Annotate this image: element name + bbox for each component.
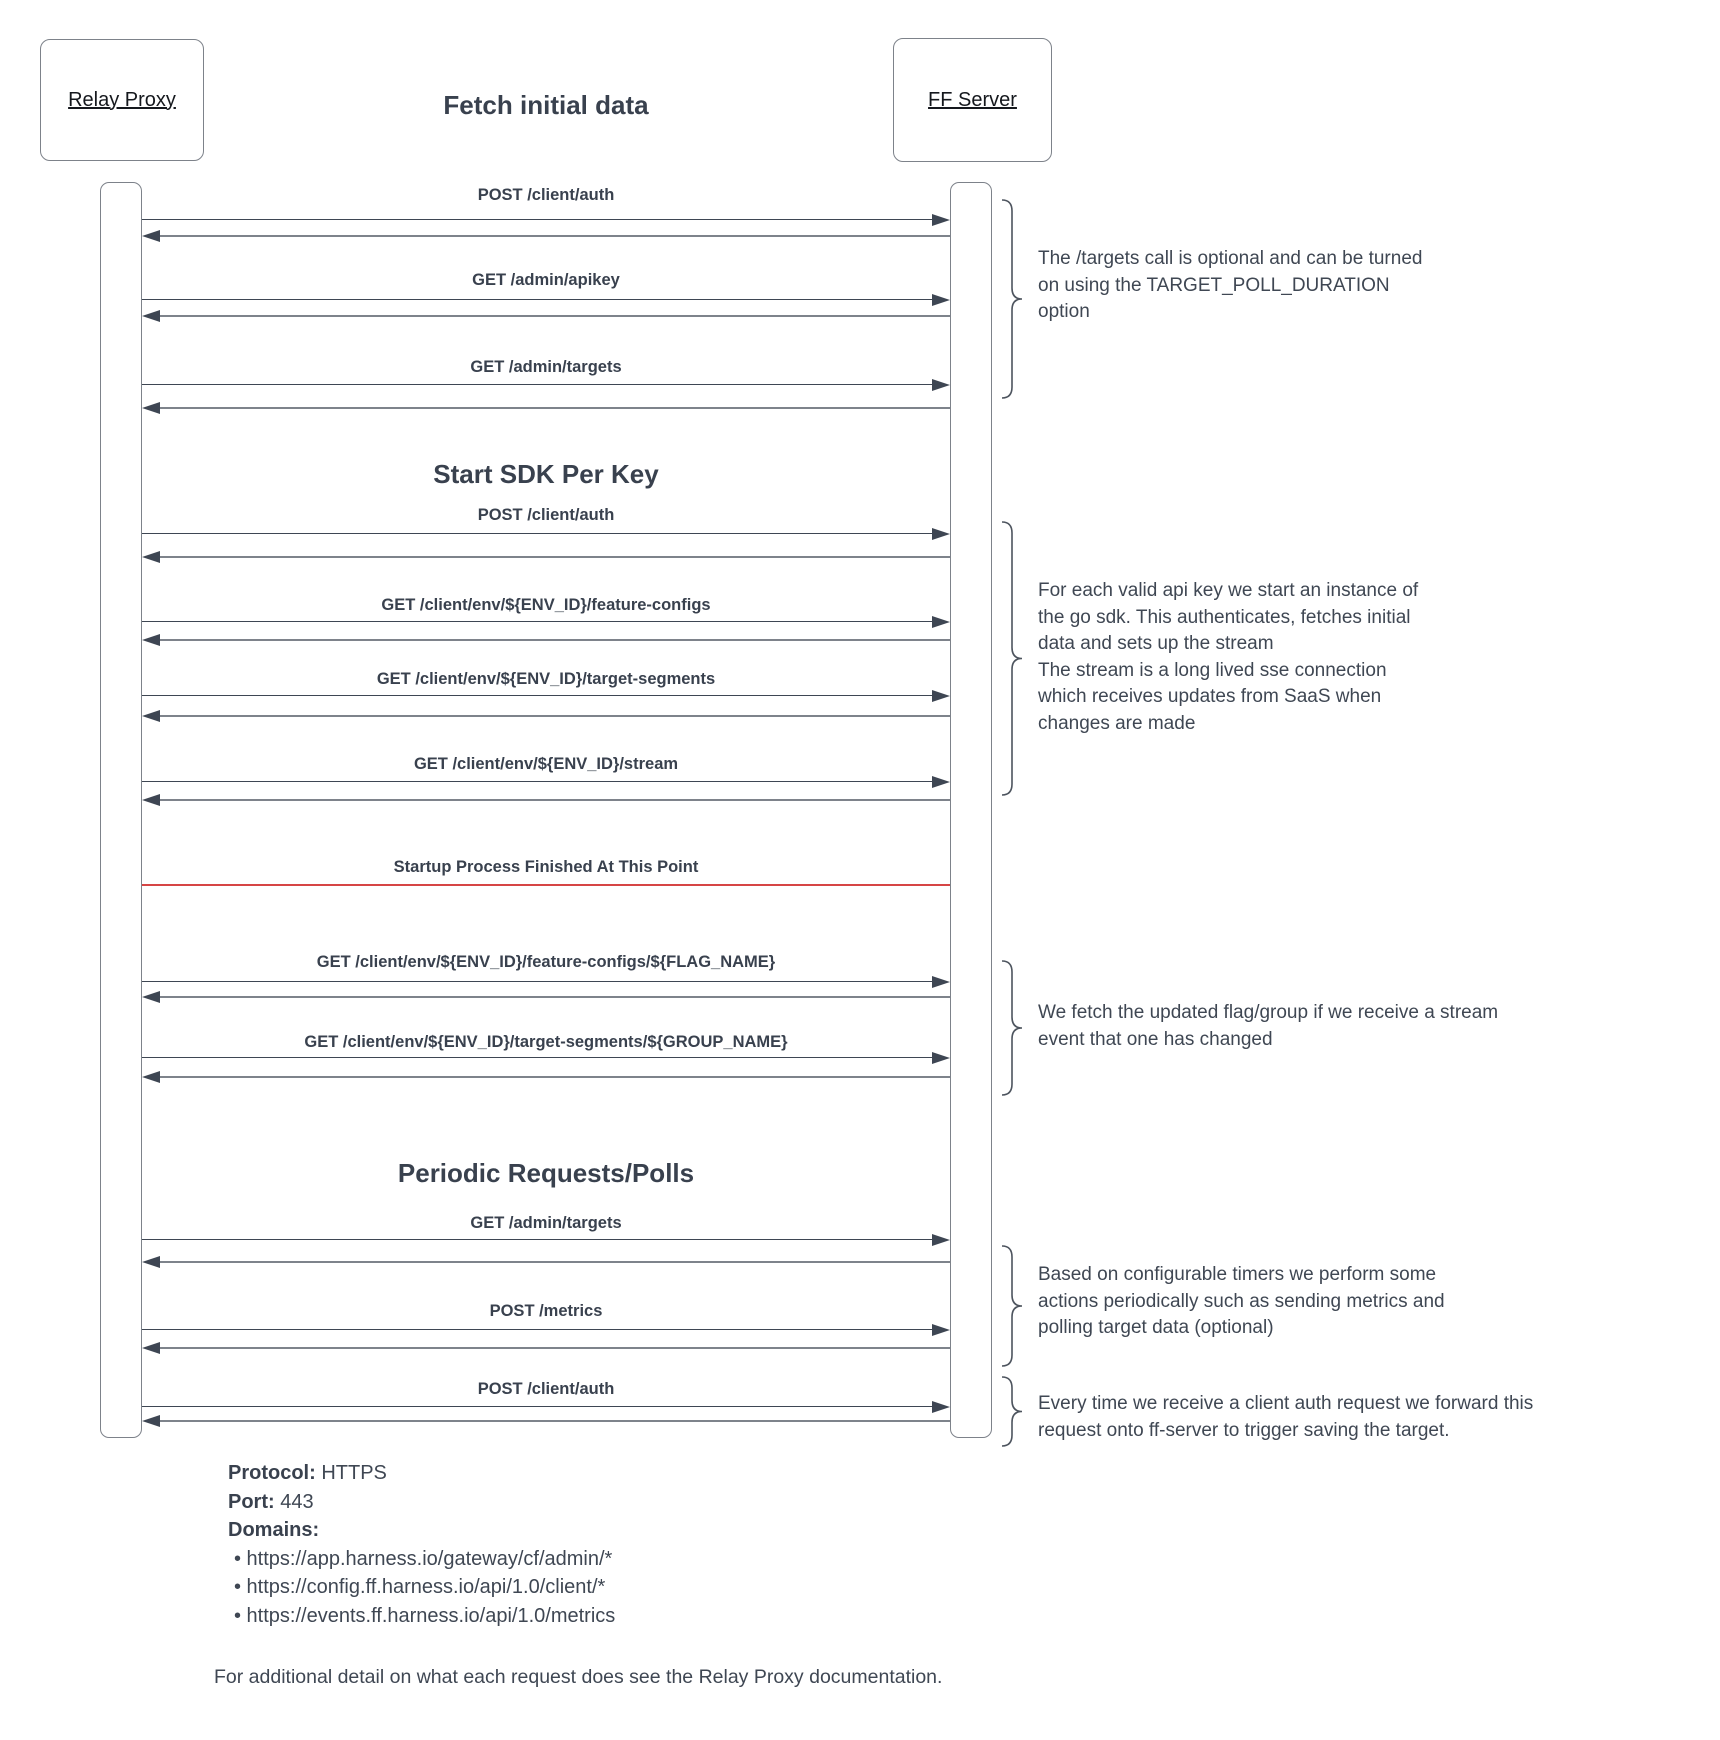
annotation-line: on using the TARGET_POLL_DURATION [1038,274,1390,296]
response-line [159,235,950,237]
message-label: POST /client/auth [477,186,615,204]
response-line [159,715,950,717]
request-arrow [142,1051,950,1065]
arrowhead-right-icon [932,690,950,702]
arrowhead-left-icon [142,710,160,722]
arrowhead-left-icon [142,1071,160,1083]
response-arrow [142,1414,950,1428]
response-line [159,1420,950,1422]
actor-relay-proxy-label: Relay Proxy [68,88,176,111]
arrowhead-left-icon [142,1415,160,1427]
message-label: POST /metrics [489,1302,603,1320]
annotation-line: polling target data (optional) [1038,1317,1274,1338]
request-line [142,981,935,982]
request-arrow [142,293,950,307]
diagram-title: Fetch initial data [443,90,649,120]
annotation-note [1038,1262,1445,1342]
request-arrow [142,775,950,789]
response-line [159,799,950,801]
arrowhead-left-icon [142,551,160,563]
message-label: GET /client/env/${ENV_ID}/target-segments [376,670,716,688]
arrowhead-left-icon [142,1342,160,1354]
response-line [159,1347,950,1349]
message-label: GET /admin/targets [470,358,622,376]
response-arrow [142,401,950,415]
arrowhead-left-icon [142,1256,160,1268]
message-label: GET /client/env/${ENV_ID}/feature-configs/${FLAG_NAME} [316,953,776,971]
curly-brace-icon [999,198,1025,400]
request-line [142,1057,935,1058]
request-arrow [142,1400,950,1414]
request-line [142,621,935,622]
protocol-value: HTTPS [321,1462,387,1484]
message-label: GET /client/env/${ENV_ID}/stream [413,755,679,773]
annotation-note [1038,578,1418,737]
annotation-line: Based on configurable timers we perform some [1038,1264,1437,1285]
response-line [159,639,950,641]
arrowhead-left-icon [142,230,160,242]
response-line [159,315,950,317]
curly-brace-icon [999,1375,1025,1448]
section-title: Start SDK Per Key [433,459,659,489]
port-label: Port: [228,1490,275,1513]
annotation-note [1038,1000,1498,1053]
arrowhead-right-icon [932,1234,950,1246]
response-arrow [142,1070,950,1084]
response-line [159,556,950,558]
port-line [228,1488,615,1517]
annotation-line: actions periodically such as sending metrics and [1038,1290,1445,1312]
response-line [159,407,950,409]
startup-divider-label: Startup Process Finished At This Point [393,858,699,876]
annotation-line: For each valid api key we start an instance of [1038,580,1419,601]
annotation-note [1038,246,1422,326]
arrowhead-right-icon [932,214,950,226]
lifeline-relay-proxy [100,182,142,1438]
domain-item: • https://app.harness.io/gateway/cf/admin/* [234,1547,613,1570]
annotation-line: the go sdk. This authenticates, fetches initial [1038,606,1411,628]
request-arrow [142,1233,950,1247]
arrowhead-right-icon [932,528,950,540]
annotation-line: which receives updates from SaaS when [1038,686,1382,707]
protocol-line [228,1459,615,1488]
request-arrow [142,615,950,629]
response-line [159,1076,950,1078]
domain-item: • https://config.ff.harness.io/api/1.0/client/* [234,1576,606,1598]
request-line [142,299,935,300]
request-line [142,695,935,696]
request-line [142,384,935,385]
curly-brace-icon [999,520,1025,797]
response-arrow [142,550,950,564]
response-arrow [142,1341,950,1355]
request-line [142,533,935,534]
message-label: GET /client/env/${ENV_ID}/target-segments/${GROUP_NAME} [304,1033,788,1051]
message-label: GET /admin/targets [470,1214,622,1232]
curly-brace-icon [999,959,1025,1097]
port-value: 443 [280,1490,314,1513]
message-label: GET /admin/apikey [472,271,620,289]
arrowhead-right-icon [932,294,950,306]
request-line [142,781,935,782]
annotation-line: request onto ff-server to trigger saving the target. [1038,1419,1450,1441]
response-line [159,996,950,998]
request-arrow [142,213,950,227]
annotation-line: data and sets up the stream [1038,633,1274,654]
domain-item: • https://events.ff.harness.io/api/1.0/metrics [234,1604,616,1627]
response-arrow [142,309,950,323]
request-arrow [142,378,950,392]
response-arrow [142,633,950,647]
arrowhead-right-icon [932,616,950,628]
response-arrow [142,793,950,807]
actor-ff-server-label: FF Server [928,88,1017,111]
protocol-label: Protocol: [228,1462,316,1484]
request-arrow [142,975,950,989]
annotation-line: changes are made [1038,712,1196,734]
arrowhead-left-icon [142,310,160,322]
lifeline-ff-server [950,182,992,1438]
arrowhead-right-icon [932,379,950,391]
arrowhead-right-icon [932,1401,950,1413]
response-arrow [142,990,950,1004]
annotation-line: We fetch the updated flag/group if we receive a stream [1038,1002,1499,1023]
request-line [142,219,935,220]
request-arrow [142,689,950,703]
arrowhead-left-icon [142,402,160,414]
message-label: GET /client/env/${ENV_ID}/feature-configs [381,596,711,614]
request-arrow [142,527,950,541]
arrowhead-right-icon [932,1052,950,1064]
arrowhead-right-icon [932,976,950,988]
arrowhead-right-icon [932,1324,950,1336]
footer-note: For additional detail on what each request does see the Relay Proxy documentation. [214,1666,943,1688]
request-line [142,1329,935,1330]
annotation-note [1038,1391,1533,1444]
annotation-line: The /targets call is optional and can be turned [1038,248,1423,269]
arrowhead-left-icon [142,794,160,806]
connection-details [228,1459,615,1630]
domains-label: Domains: [228,1519,320,1541]
section-title: Periodic Requests/Polls [397,1158,695,1188]
annotation-line: event that one has changed [1038,1028,1273,1050]
response-arrow [142,1255,950,1269]
annotation-line: The stream is a long lived sse connection [1038,659,1387,681]
arrowhead-right-icon [932,776,950,788]
request-arrow [142,1323,950,1337]
annotation-line: Every time we receive a client auth request we forward this [1038,1393,1534,1414]
arrowhead-left-icon [142,991,160,1003]
arrowhead-left-icon [142,634,160,646]
message-label: POST /client/auth [477,1380,615,1398]
response-arrow [142,229,950,243]
request-line [142,1239,935,1240]
domain-list [228,1545,615,1631]
annotation-line: option [1038,301,1090,322]
response-line [159,1261,950,1263]
request-line [142,1406,935,1407]
startup-divider-line [142,884,950,886]
curly-brace-icon [999,1244,1025,1368]
response-arrow [142,709,950,723]
message-label: POST /client/auth [477,506,615,524]
